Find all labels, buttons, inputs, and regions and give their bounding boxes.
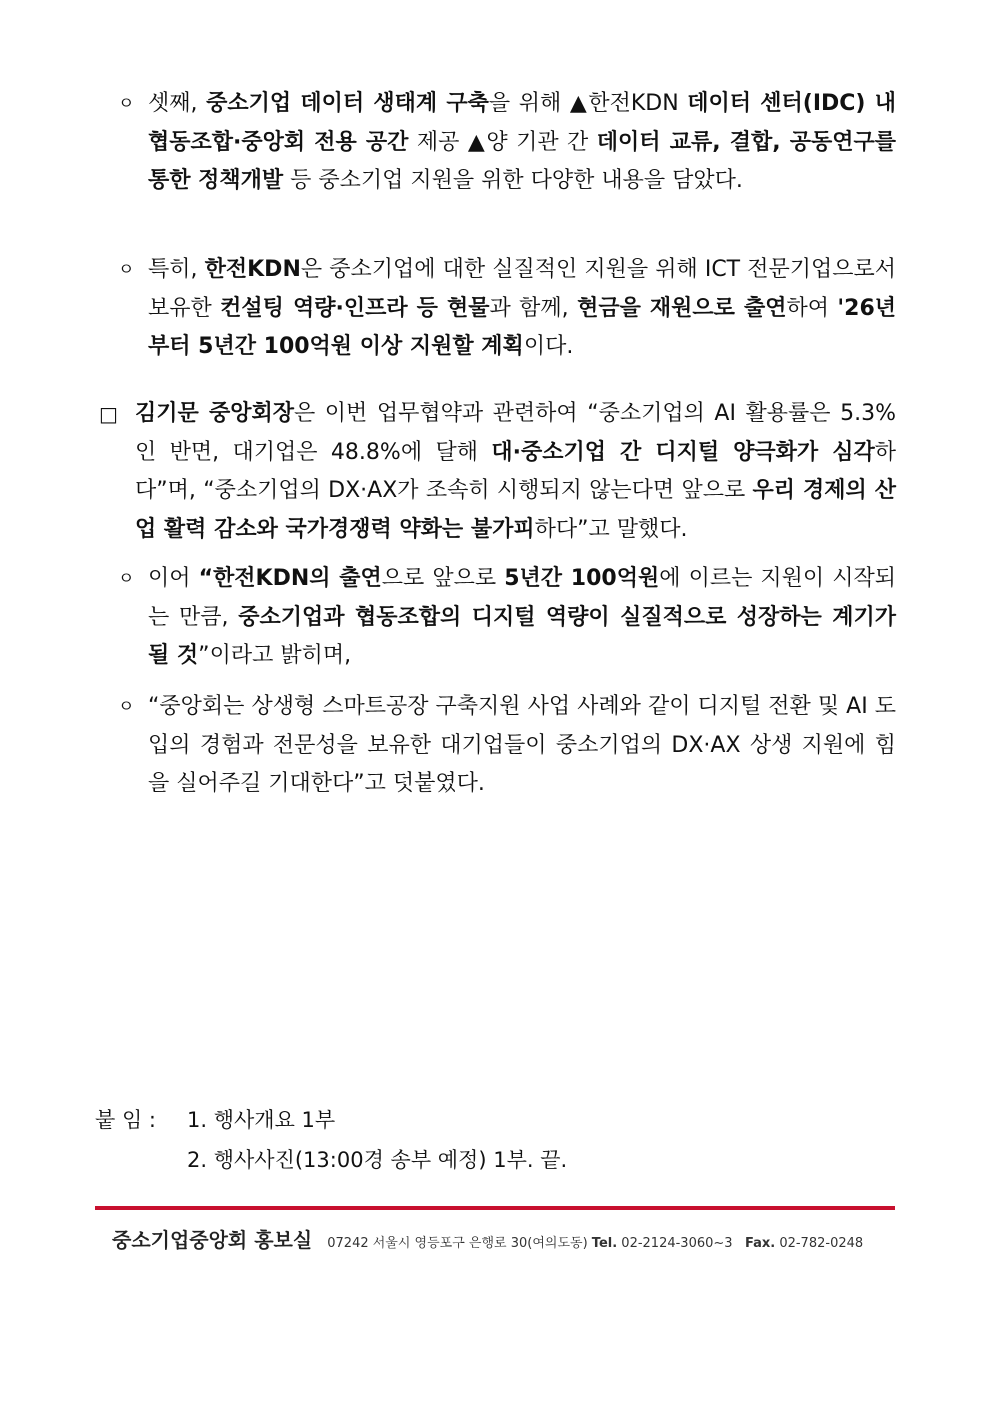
emphasis-text: 한전KDN xyxy=(204,257,301,282)
paragraph-text xyxy=(148,566,896,668)
paragraph-chairman-remarks xyxy=(99,395,896,549)
text-run: 에 이르는 지원이 시작되는 만큼, xyxy=(148,566,897,630)
attachment-row-1 xyxy=(95,1100,567,1140)
paragraph-text xyxy=(148,694,896,796)
attachment-item: 1. 행사개요 1부 xyxy=(187,1108,336,1132)
emphasis-text: 컨설팅 역량·인프라 등 현물 xyxy=(220,295,490,321)
paragraph-kdn-support-plan xyxy=(118,251,897,367)
emphasis-text: 우리 경제의 산업 활력 감소와 국가경쟁력 약화는 불가피 xyxy=(135,478,896,542)
text-run: 셋째, xyxy=(148,91,207,116)
emphasis-text: 대·중소기업 간 디지털 양극화가 심각 xyxy=(491,439,875,465)
text-run: 이어 xyxy=(148,566,199,591)
text-run: 하여 xyxy=(786,295,838,321)
text-run: 특히, xyxy=(148,257,205,282)
emphasis-text: “한전KDN의 출연 xyxy=(198,566,382,591)
footer xyxy=(112,1224,863,1253)
emphasis-text: 데이터 교류, 결합, 공동연구를 통한 정책개발 xyxy=(148,129,896,193)
bullet-marker: ㅇ xyxy=(118,94,135,114)
attachments xyxy=(95,1100,567,1180)
text-run: 과 함께, xyxy=(489,295,578,321)
text-run: 으로 앞으로 xyxy=(381,566,505,591)
paragraph-text xyxy=(148,91,896,193)
paragraph-chairman-follow-up xyxy=(118,560,897,676)
attachments-label: 붙 임 : xyxy=(95,1108,156,1132)
emphasis-text: 김기문 중앙회장 xyxy=(135,401,294,426)
bullet-marker: ㅇ xyxy=(118,569,135,589)
emphasis-text: 현금을 재원으로 출연 xyxy=(577,295,787,321)
footer-address xyxy=(327,1236,863,1251)
footer-divider xyxy=(95,1206,895,1210)
tel-label: Tel. xyxy=(591,1236,618,1251)
text-run: 하다”고 말했다. xyxy=(534,516,688,542)
attachment-row-2 xyxy=(95,1140,567,1180)
text-run: ”이라고 밝히며, xyxy=(198,643,352,668)
emphasis-text: 데이터 센터(IDC) 내 협동조합·중앙회 전용 공간 xyxy=(148,91,896,155)
attachment-item: 2. 행사사진(13:00경 송부 예정) 1부. 끝. xyxy=(187,1148,568,1172)
fax-label: Fax. xyxy=(744,1236,776,1251)
paragraph-data-ecosystem xyxy=(118,85,896,201)
emphasis-text: 중소기업과 협동조합의 디지털 역량이 실질적으로 성장하는 계기가 될 것 xyxy=(148,604,896,668)
emphasis-text: '26년부터 5년간 100억원 이상 지원할 계획 xyxy=(148,295,897,359)
text-run: 은 이번 업무협약과 관련하여 “중소기업의 AI 활용률은 5.3%인 반면, 대기업은 48.8%에 달해 xyxy=(135,401,896,465)
address-text: 07242 서울시 영등포구 은행로 30(여의도동) xyxy=(327,1236,588,1251)
bullet-marker: ㅇ xyxy=(118,260,135,280)
paragraph-closing-quote xyxy=(118,688,896,804)
text-run: 등 중소기업 지원을 위한 다양한 내용을 담았다. xyxy=(283,168,743,193)
emphasis-text: 5년간 100억원 xyxy=(504,566,660,591)
text-run: “중앙회는 상생형 스마트공장 구축지원 사업 사례와 같이 디지털 전환 및 AI 도입의 경험과 전문성을 보유한 대기업들이 중소기업의 DX·AX 상생 지원에 힘을 실어주길 기대한다”고 덧붙였다. xyxy=(148,694,896,796)
tel-number: 02-2124-3060~3 xyxy=(621,1236,733,1251)
text-run: 하다”며, “중소기업의 DX·AX가 조속히 시행되지 않는다면 앞으로 xyxy=(135,439,896,503)
fax-number: 02-782-0248 xyxy=(779,1236,864,1251)
paragraph-text xyxy=(148,257,896,359)
text-run: 이다. xyxy=(523,334,574,359)
text-run: 을 위해 ▲한전KDN xyxy=(488,91,688,116)
text-run: 은 중소기업에 대한 실질적인 지원을 위해 ICT 전문기업으로서 보유한 xyxy=(148,257,896,321)
emphasis-text: 중소기업 데이터 생태계 구축 xyxy=(206,91,489,116)
footer-org-name: 중소기업중앙회 홍보실 xyxy=(112,1228,313,1252)
bullet-marker: ㅇ xyxy=(118,697,135,717)
paragraph-text xyxy=(135,401,896,542)
bullet-marker: □ xyxy=(99,402,118,426)
text-run: 제공 ▲양 기관 간 xyxy=(408,129,597,155)
